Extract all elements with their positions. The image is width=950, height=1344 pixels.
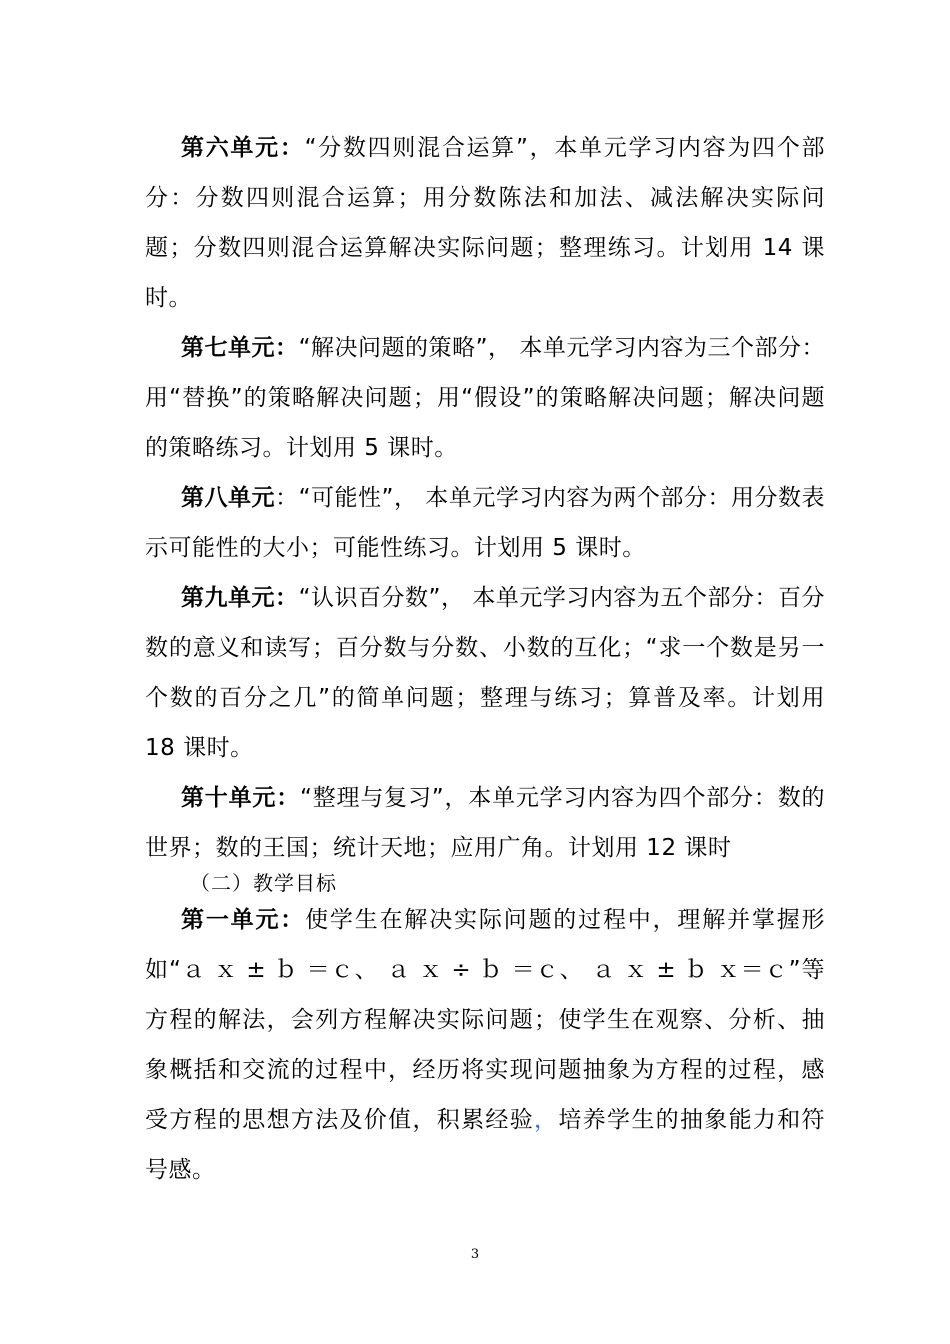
- goal-unit-1-text-after: 培养学生的抽象能力和符号感。: [145, 1107, 826, 1183]
- goal-unit-1-text-before: 使学生在解决实际问题的过程中，理解并掌握形如“ａ ｘ ± ｂ ＝ｃ、 ａ ｘ ÷ ｂ ＝ｃ、 ａ ｘ ± ｂ ｘ＝ｃ”等方程的解法，会列方程解决实际问题；使学生在观察、分析、抽象概括和交流的过程中，经历将实现问题抽象为方程的过程，感受方程的思想方法及价值，积累经验: [145, 907, 826, 1133]
- unit-8-label: 第八单元: [181, 485, 276, 511]
- section-heading: （二）教学目标: [190, 871, 337, 895]
- paragraph-unit-10: [145, 773, 825, 873]
- unit-7-label: 第七单元：: [181, 335, 299, 361]
- unit-9-label: 第九单元：: [181, 585, 299, 611]
- paragraph-unit-8: [145, 473, 825, 573]
- unit-9-text: “认识百分数”， 本单元学习内容为五个部分：百分数的意义和读写；百分数与分数、小数的互化；“求一个数是另一个数的百分之几”的简单问题；整理与练习；算普及率。计划用 18 课时。: [145, 585, 825, 761]
- paragraph-unit-7: [145, 323, 825, 473]
- paragraph-unit-9: [145, 573, 825, 773]
- unit-10-text: “整理与复习”，本单元学习内容为四个部分：数的世界；数的王国；统计天地；应用广角。计划用 12 课时: [145, 785, 825, 861]
- paragraph-goal-unit-1: [145, 895, 825, 1195]
- unit-6-label: 第六单元：: [181, 135, 305, 161]
- unit-8-text: ：“可能性”， 本单元学习内容为两个部分：用分数表示可能性的大小；可能性练习。计划用 5 课时。: [145, 485, 825, 561]
- unit-7-text: “解决问题的策略”， 本单元学习内容为三个部分：用“替换”的策略解决问题；用“假设”的策略解决问题；解决问题的策略练习。计划用 5 课时。: [145, 335, 825, 461]
- goal-unit-1-separator: ，: [534, 1107, 559, 1133]
- unit-10-label: 第十单元：: [181, 785, 301, 811]
- unit-6-text: “分数四则混合运算”，本单元学习内容为四个部分：分数四则混合运算；用分数陈法和加法、减法解决实际问题；分数四则混合运算解决实际问题；整理练习。计划用 14 课时。: [145, 135, 825, 311]
- goal-unit-1-label: 第一单元：: [181, 907, 306, 933]
- paragraph-unit-6: [145, 123, 825, 323]
- page-number: 3: [470, 1247, 480, 1262]
